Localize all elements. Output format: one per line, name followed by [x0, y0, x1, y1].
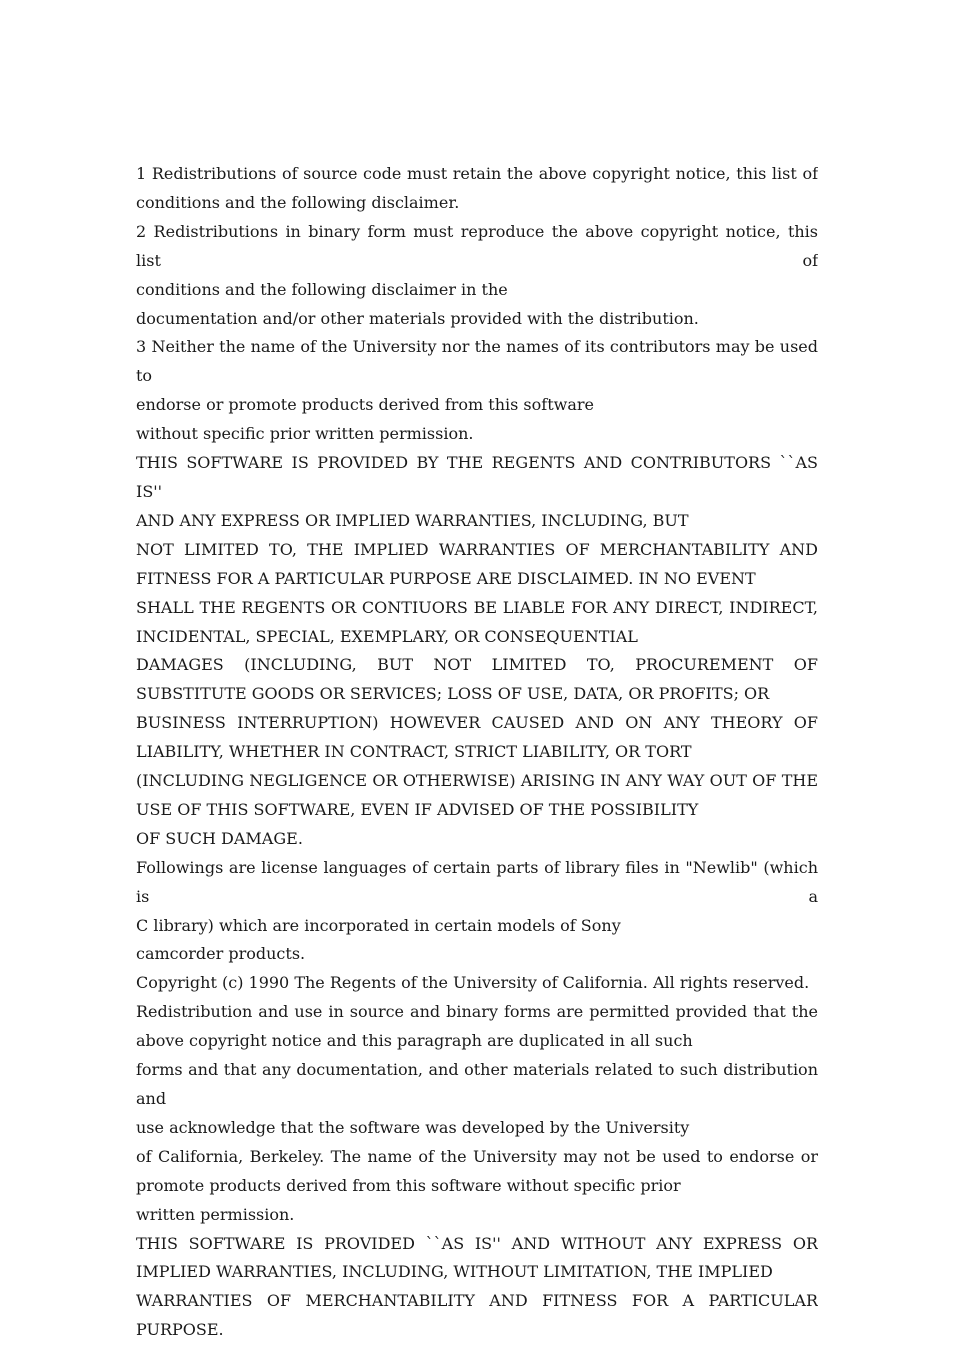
- text-line: use acknowledge that the software was developed by the University: [136, 1117, 690, 1137]
- text-line: THIS SOFTWARE IS PROVIDED ``AS IS'' AND WITHOUT ANY EXPRESS OR: [136, 1233, 818, 1253]
- text-line: PURPOSE.: [136, 1320, 224, 1340]
- text-line: conditions and the following disclaimer in the: [136, 279, 508, 299]
- text-line: IMPLIED WARRANTIES, INCLUDING, WITHOUT LIMITATION, THE IMPLIED: [136, 1262, 773, 1282]
- text-line: written permission.: [136, 1204, 295, 1224]
- text-line: Redistribution and use in source and binary forms are permitted provided that the: [136, 1002, 818, 1022]
- text-line: DAMAGES (INCLUDING, BUT NOT LIMITED TO, PROCUREMENT OF: [136, 655, 818, 675]
- text-line: SUBSTITUTE GOODS OR SERVICES; LOSS OF USE, DATA, OR PROFITS; OR: [136, 684, 770, 704]
- text-line: USE OF THIS SOFTWARE, EVEN IF ADVISED OF THE POSSIBILITY: [136, 799, 699, 819]
- text-line: 2 Redistributions in binary form must reproduce the above copyright notice, this list of: [136, 221, 818, 270]
- text-line: without specific prior written permission.: [136, 424, 474, 444]
- text-line: WARRANTIES OF MERCHANTABILITY AND FITNESS FOR A PARTICULAR: [136, 1291, 818, 1311]
- text-line: INCIDENTAL, SPECIAL, EXEMPLARY, OR CONSEQUENTIAL: [136, 626, 638, 646]
- text-line: (INCLUDING NEGLIGENCE OR OTHERWISE) ARISING IN ANY WAY OUT OF THE: [136, 771, 818, 791]
- text-line: OF SUCH DAMAGE.: [136, 828, 303, 848]
- text-line: 3 Neither the name of the University nor the names of its contributors may be used to: [136, 337, 818, 386]
- text-line: forms and that any documentation, and other materials related to such distribution and: [136, 1060, 818, 1108]
- text-line: LIABILITY, WHETHER IN CONTRACT, STRICT LIABILITY, OR TORT: [136, 742, 692, 762]
- text-line: FITNESS FOR A PARTICULAR PURPOSE ARE DISCLAIMED. IN NO EVENT: [136, 568, 756, 588]
- text-line: documentation and/or other materials provided with the distribution.: [136, 308, 699, 328]
- text-line: BUSINESS INTERRUPTION) HOWEVER CAUSED AND ON ANY THEORY OF: [136, 713, 818, 733]
- text-line: SHALL THE REGENTS OR CONTIUORS BE LIABLE FOR ANY DIRECT, INDIRECT,: [136, 597, 818, 617]
- text-line: Copyright (c) 1990 The Regents of the University of California. All rights reserved.: [136, 973, 810, 993]
- text-line: Followings are license languages of certain parts of library files in "Newlib" (which is a: [136, 857, 818, 906]
- text-line: AND ANY EXPRESS OR IMPLIED WARRANTIES, INCLUDING, BUT: [136, 510, 689, 530]
- text-line: NOT LIMITED TO, THE IMPLIED WARRANTIES OF MERCHANTABILITY AND: [136, 539, 818, 559]
- text-line: endorse or promote products derived from this software: [136, 395, 594, 415]
- text-line: of California, Berkeley. The name of the University may not be used to endorse or: [136, 1146, 818, 1166]
- text-line: THIS SOFTWARE IS PROVIDED BY THE REGENTS AND CONTRIBUTORS ``AS IS'': [136, 453, 818, 501]
- text-line: conditions and the following disclaimer.: [136, 192, 460, 212]
- text-line: 1 Redistributions of source code must retain the above copyright notice, this list of: [136, 164, 818, 183]
- text-line: camcorder products.: [136, 944, 306, 964]
- text-line: C library) which are incorporated in certain models of Sony: [136, 915, 621, 935]
- text-line: promote products derived from this software without specific prior: [136, 1175, 681, 1195]
- text-line: above copyright notice and this paragraph are duplicated in all such: [136, 1031, 693, 1051]
- document-page: [136, 160, 818, 1345]
